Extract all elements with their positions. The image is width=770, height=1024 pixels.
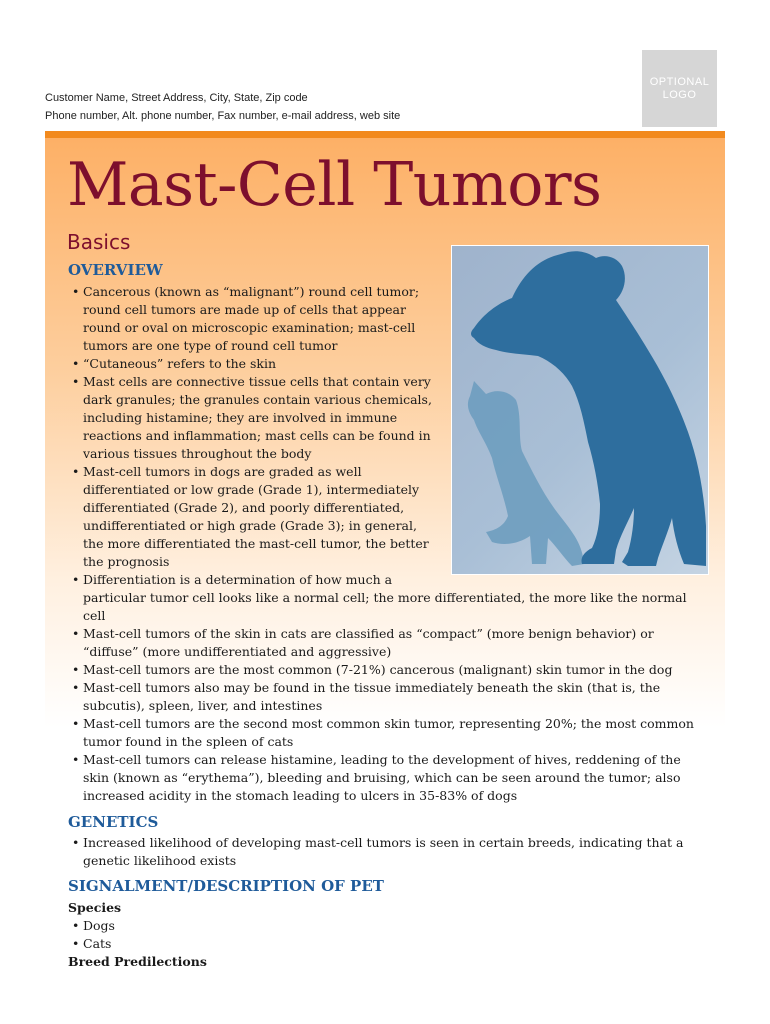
list-item-line: particular tumor cell looks like a normal cell; the more differentiated, the more like the normal [83, 590, 687, 605]
list-item-line: tumor found in the spleen of cats [83, 734, 294, 749]
list-item-line: Mast-cell tumors can release histamine, leading to the development of hives, reddening of the [83, 752, 681, 767]
list-item-line: Mast-cell tumors in dogs are graded as well [83, 464, 362, 479]
list-item-line: “diffuse” (more undifferentiated and aggressive) [83, 644, 392, 659]
bullet-marker: • [72, 918, 80, 933]
logo-text-line2: LOGO [662, 88, 697, 101]
list-item-line: round or oval on microscopic examination; mast-cell [83, 320, 416, 335]
list-item-line: genetic likelihood exists [83, 853, 237, 868]
list-item-line: round cell tumors are made up of cells that appear [83, 302, 406, 317]
list-item-line: Mast cells are connective tissue cells that contain very [83, 374, 431, 389]
bullet-marker: • [72, 680, 80, 695]
section-heading-signalment: SIGNALMENT/DESCRIPTION OF PET [68, 877, 384, 895]
species-item: Dogs [83, 918, 115, 933]
section-heading-overview: OVERVIEW [68, 261, 163, 279]
page-title: Mast-Cell Tumors [67, 150, 602, 220]
list-item-line: Mast-cell tumors also may be found in the tissue immediately beneath the skin (that is, the [83, 680, 661, 695]
list-item-line: Increased likelihood of developing mast-cell tumors is seen in certain breeds, indicating that a [83, 835, 684, 850]
breed-predilections-subheading: Breed Predilections [68, 954, 207, 969]
list-item-line: subcutis), spleen, liver, and intestines [83, 698, 323, 713]
list-item-line: dark granules; the granules contain various chemicals, [83, 392, 432, 407]
list-item-line: “Cutaneous” refers to the skin [83, 356, 277, 371]
list-item-line: the more differentiated the mast-cell tumor, the better [83, 536, 429, 551]
customer-address-line: Customer Name, Street Address, City, State, Zip code [45, 92, 308, 104]
list-item-line: differentiated or low grade (Grade 1), intermediately [83, 482, 420, 497]
bullet-marker: • [72, 572, 80, 587]
bullet-marker: • [72, 662, 80, 677]
list-item-line: the prognosis [83, 554, 170, 569]
bullet-marker: • [72, 464, 80, 479]
contact-info-line: Phone number, Alt. phone number, Fax number, e-mail address, web site [45, 110, 401, 122]
list-item-line: Cancerous (known as “malignant”) round cell tumor; [83, 284, 420, 299]
list-item-line: Differentiation is a determination of how much a [83, 572, 393, 587]
list-item-line: Mast-cell tumors of the skin in cats are classified as “compact” (more benign behavior) or [83, 626, 654, 641]
logo-text-line1: OPTIONAL [649, 75, 710, 88]
species-item: Cats [83, 936, 112, 951]
list-item-line: cell [83, 608, 106, 623]
bullet-marker: • [72, 356, 80, 371]
list-item-line: Mast-cell tumors are the most common (7-21%) cancerous (malignant) skin tumor in the dog [83, 662, 673, 677]
section-heading-genetics: GENETICS [68, 813, 159, 831]
species-subheading: Species [68, 900, 122, 915]
bullet-marker: • [72, 835, 80, 850]
list-item-line: reactions and inflammation; mast cells can be found in [83, 428, 431, 443]
list-item-line: Mast-cell tumors are the second most common skin tumor, representing 20%; the most common [83, 716, 694, 731]
list-item-line: increased acidity in the stomach leading to ulcers in 35-83% of dogs [83, 788, 518, 803]
bullet-marker: • [72, 284, 80, 299]
bullet-marker: • [72, 752, 80, 767]
list-item-line: undifferentiated or high grade (Grade 3); in general, [83, 518, 417, 533]
list-item-line: including histamine; they are involved in immune [83, 410, 398, 425]
bullet-marker: • [72, 716, 80, 731]
list-item-line: tumors are one type of round cell tumor [83, 338, 338, 353]
bullet-marker: • [72, 374, 80, 389]
page-subtitle: Basics [67, 230, 131, 254]
list-item-line: various tissues throughout the body [83, 446, 312, 461]
list-item-line: skin (known as “erythema”), bleeding and bruising, which can be seen around the tumor; also [83, 770, 681, 785]
bullet-marker: • [72, 936, 80, 951]
list-item-line: differentiated (Grade 2), and poorly differentiated, [83, 500, 405, 515]
bullet-marker: • [72, 626, 80, 641]
